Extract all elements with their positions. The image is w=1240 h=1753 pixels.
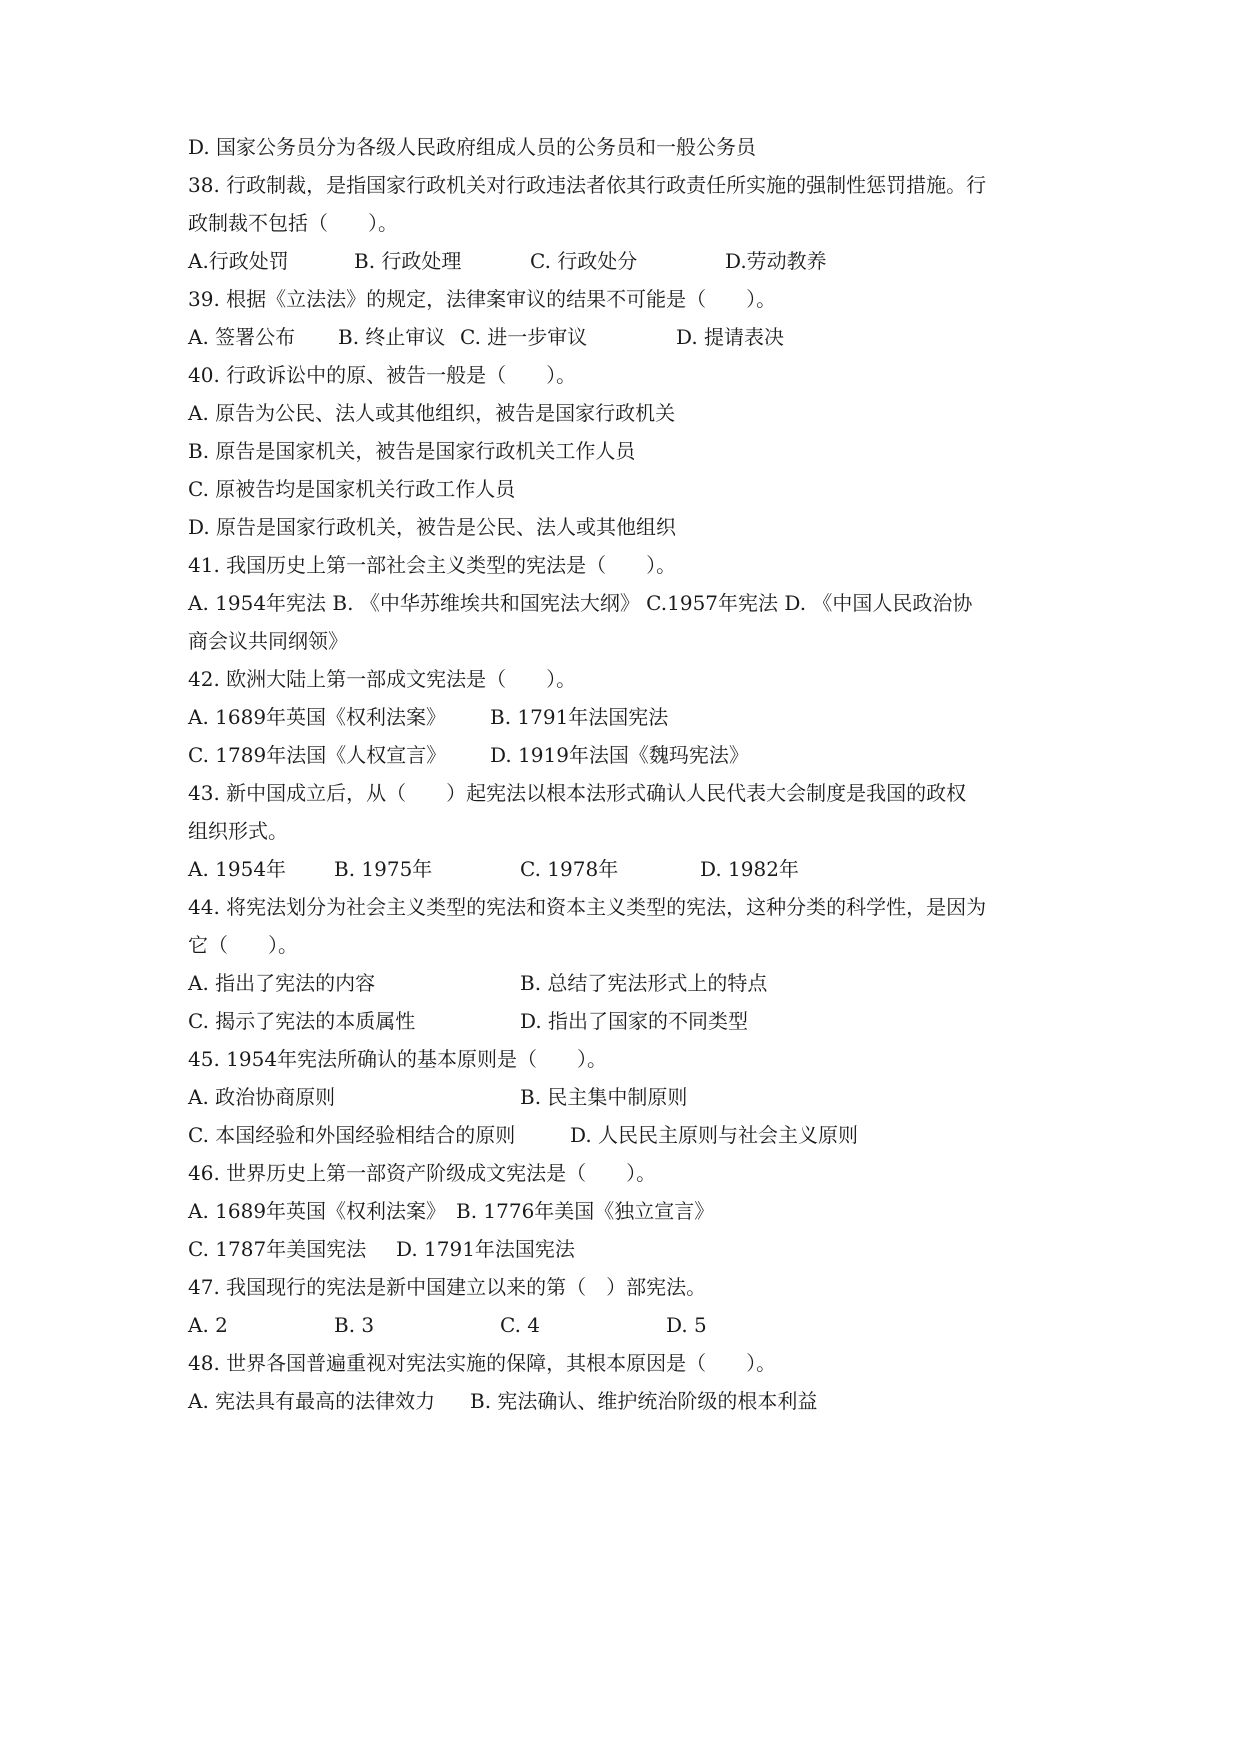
q43-stem-line1: 43. 新中国成立后，从（ ）起宪法以根本法形式确认人民代表大会制度是我国的政权 xyxy=(188,781,967,805)
q39-option-c: C. 进一步审议 xyxy=(460,325,588,349)
q38-stem-line2: 政制裁不包括（ ）。 xyxy=(188,211,398,235)
q42-option-a: A. 1689年英国《权利法案》 xyxy=(188,705,447,729)
q39-option-d: D. 提请表决 xyxy=(676,325,785,349)
q39-options xyxy=(188,322,785,352)
q38-options xyxy=(188,246,827,276)
q40-option-b: B. 原告是国家机关，被告是国家行政机关工作人员 xyxy=(188,439,636,463)
q45-option-b: B. 民主集中制原则 xyxy=(520,1085,688,1109)
q44-stem-line1: 44. 将宪法划分为社会主义类型的宪法和资本主义类型的宪法，这种分类的科学性，是因为 xyxy=(188,895,987,919)
q46-options-row1 xyxy=(188,1196,715,1226)
q45-option-c: C. 本国经验和外国经验相结合的原则 xyxy=(188,1123,516,1147)
q44-option-d: D. 指出了国家的不同类型 xyxy=(520,1009,749,1033)
q38-option-a: A.行政处罚 xyxy=(188,249,289,273)
q44-options-row1 xyxy=(188,968,768,998)
q47-option-d: D. 5 xyxy=(666,1313,707,1337)
q40-option-a: A. 原告为公民、法人或其他组织，被告是国家行政机关 xyxy=(188,401,676,425)
q47-option-c: C. 4 xyxy=(500,1313,541,1337)
q46-stem: 46. 世界历史上第一部资产阶级成文宪法是（ ）。 xyxy=(188,1161,657,1185)
q43-options xyxy=(188,854,799,884)
q44-stem-line2: 它（ ）。 xyxy=(188,933,298,957)
q39-option-b: B. 终止审议 xyxy=(338,325,446,349)
q44-options-row2 xyxy=(188,1006,749,1036)
q38-option-d: D.劳动教养 xyxy=(725,249,827,273)
q40-option-d: D. 原告是国家行政机关，被告是公民、法人或其他组织 xyxy=(188,515,677,539)
q46-option-c: C. 1787年美国宪法 xyxy=(188,1237,367,1261)
q47-options xyxy=(188,1310,707,1340)
q43-stem-line2: 组织形式。 xyxy=(188,819,288,843)
q42-option-b: B. 1791年法国宪法 xyxy=(490,705,669,729)
q47-stem: 47. 我国现行的宪法是新中国建立以来的第（ ）部宪法。 xyxy=(188,1275,707,1299)
q47-option-a: A. 2 xyxy=(188,1313,228,1337)
q48-stem: 48. 世界各国普遍重视对宪法实施的保障，其根本原因是（ ）。 xyxy=(188,1351,777,1375)
q46-option-a: A. 1689年英国《权利法案》 xyxy=(188,1199,447,1223)
q42-stem: 42. 欧洲大陆上第一部成文宪法是（ ）。 xyxy=(188,667,577,691)
q43-option-a: A. 1954年 xyxy=(188,857,287,881)
q45-options-row2 xyxy=(188,1120,859,1150)
q44-option-a: A. 指出了宪法的内容 xyxy=(188,971,376,995)
q39-option-a: A. 签署公布 xyxy=(188,325,296,349)
q42-options-row2 xyxy=(188,740,749,770)
q46-option-d: D. 1791年法国宪法 xyxy=(396,1237,575,1261)
q41-stem: 41. 我国历史上第一部社会主义类型的宪法是（ ）。 xyxy=(188,553,677,577)
q43-option-c: C. 1978年 xyxy=(520,857,619,881)
q38-stem-line1: 38. 行政制裁，是指国家行政机关对行政违法者依其行政责任所实施的强制性惩罚措施。行 xyxy=(188,173,987,197)
q40-option-c: C. 原被告均是国家机关行政工作人员 xyxy=(188,477,516,501)
q47-option-b: B. 3 xyxy=(334,1313,375,1337)
q38-option-c: C. 行政处分 xyxy=(530,249,638,273)
q41-options-line1: A. 1954年宪法 B. 《中华苏维埃共和国宪法大纲》 C.1957年宪法 D. 《中国人民政治协 xyxy=(188,591,973,615)
q42-option-d: D. 1919年法国《魏玛宪法》 xyxy=(490,743,749,767)
q48-options xyxy=(188,1386,818,1416)
q43-option-b: B. 1975年 xyxy=(334,857,433,881)
q48-option-b: B. 宪法确认、维护统治阶级的根本利益 xyxy=(470,1389,818,1413)
q44-option-b: B. 总结了宪法形式上的特点 xyxy=(520,971,768,995)
q48-option-a: A. 宪法具有最高的法律效力 xyxy=(188,1389,436,1413)
q45-option-d: D. 人民民主原则与社会主义原则 xyxy=(570,1123,859,1147)
q37-option-d: D. 国家公务员分为各级人民政府组成人员的公务员和一般公务员 xyxy=(188,135,757,159)
q41-options-line2: 商会议共同纲领》 xyxy=(188,629,348,653)
q40-stem: 40. 行政诉讼中的原、被告一般是（ ）。 xyxy=(188,363,577,387)
q46-options-row2 xyxy=(188,1234,575,1264)
q45-options-row1 xyxy=(188,1082,688,1112)
q39-stem: 39. 根据《立法法》的规定，法律案审议的结果不可能是（ ）。 xyxy=(188,287,777,311)
q42-option-c: C. 1789年法国《人权宣言》 xyxy=(188,743,447,767)
q42-options-row1 xyxy=(188,702,669,732)
q46-option-b: B. 1776年美国《独立宣言》 xyxy=(456,1199,715,1223)
q43-option-d: D. 1982年 xyxy=(700,857,799,881)
q44-option-c: C. 揭示了宪法的本质属性 xyxy=(188,1009,416,1033)
q45-stem: 45. 1954年宪法所确认的基本原则是（ ）。 xyxy=(188,1047,608,1071)
q45-option-a: A. 政治协商原则 xyxy=(188,1085,336,1109)
q38-option-b: B. 行政处理 xyxy=(354,249,462,273)
